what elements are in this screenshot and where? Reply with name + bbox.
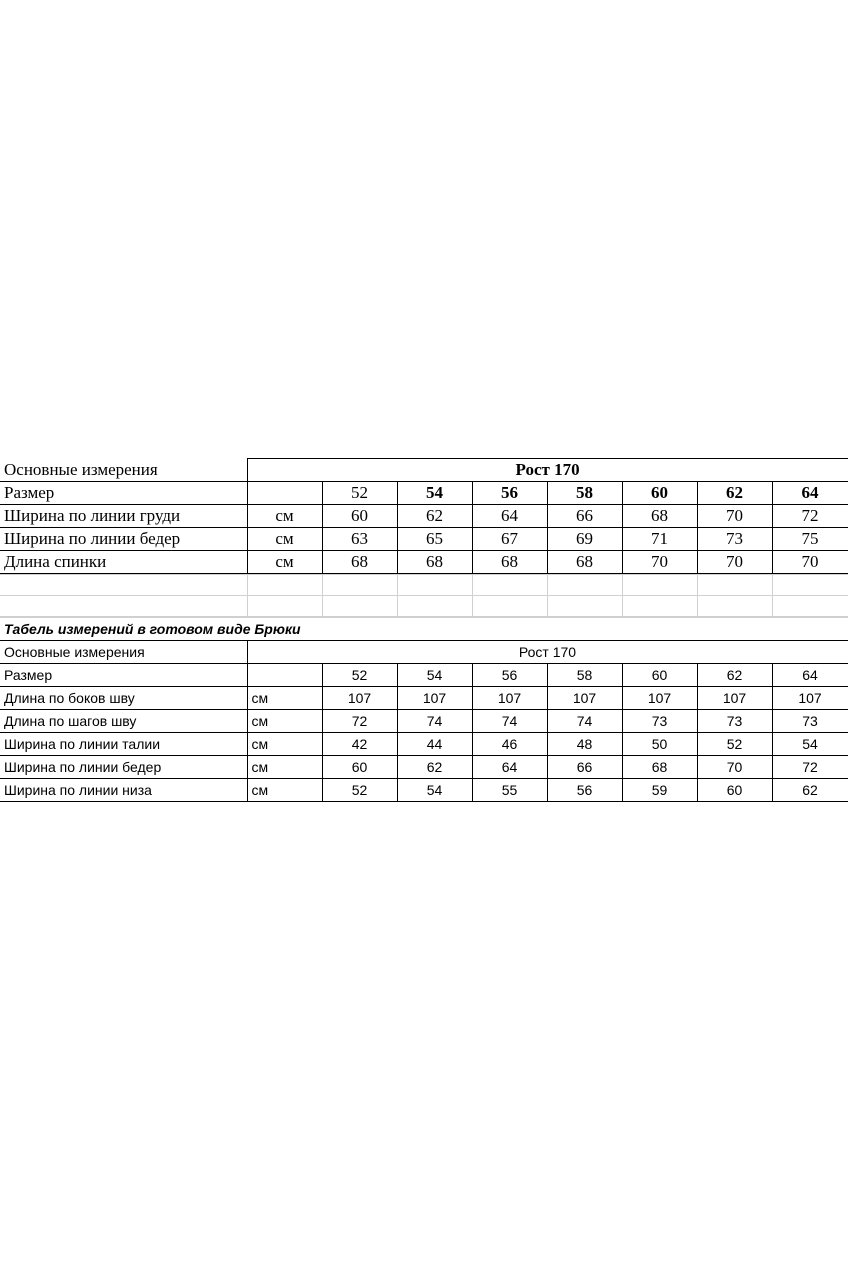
value-cell: 50 <box>622 733 697 756</box>
value-cell: 60 <box>322 505 397 528</box>
size-cell: 52 <box>322 482 397 505</box>
size-cell: 58 <box>547 482 622 505</box>
value-cell: 68 <box>547 551 622 574</box>
value-cell: 46 <box>472 733 547 756</box>
value-cell: 75 <box>772 528 848 551</box>
table-row <box>0 756 848 779</box>
unit-cell: см <box>247 505 322 528</box>
value-cell: 67 <box>472 528 547 551</box>
value-cell: 73 <box>772 710 848 733</box>
value-cell: 55 <box>472 779 547 802</box>
value-cell: 74 <box>547 710 622 733</box>
empty-row <box>0 596 848 617</box>
value-cell: 64 <box>472 505 547 528</box>
row-label-cell: Ширина по линии бедер <box>0 756 247 779</box>
spacer-rows <box>0 574 848 617</box>
row-label-cell: Ширина по линии низа <box>0 779 247 802</box>
table-row <box>0 482 848 505</box>
row-label-cell: Длина по шагов шву <box>0 710 247 733</box>
table-row <box>0 664 848 687</box>
value-cell: 73 <box>697 528 772 551</box>
value-cell: 48 <box>547 733 622 756</box>
size-cell: 62 <box>697 664 772 687</box>
value-cell: 73 <box>622 710 697 733</box>
size-cell: 64 <box>772 664 848 687</box>
unit-cell: см <box>247 756 322 779</box>
size-cell: 56 <box>472 482 547 505</box>
value-cell: 107 <box>472 687 547 710</box>
value-cell: 52 <box>322 779 397 802</box>
size-cell: 60 <box>622 664 697 687</box>
unit-cell: см <box>247 528 322 551</box>
table-row <box>0 459 848 482</box>
size-cell: 62 <box>697 482 772 505</box>
value-cell: 107 <box>697 687 772 710</box>
value-cell: 52 <box>697 733 772 756</box>
value-cell: 70 <box>697 505 772 528</box>
value-cell: 107 <box>622 687 697 710</box>
unit-cell: см <box>247 779 322 802</box>
empty-cell <box>247 664 322 687</box>
unit-cell: см <box>247 551 322 574</box>
table-row <box>0 687 848 710</box>
value-cell: 107 <box>772 687 848 710</box>
size-label-cell: Размер <box>0 482 247 505</box>
empty-cell <box>247 482 322 505</box>
size-cell: 52 <box>322 664 397 687</box>
value-cell: 68 <box>397 551 472 574</box>
size-label-cell: Размер <box>0 664 247 687</box>
value-cell: 56 <box>547 779 622 802</box>
value-cell: 60 <box>697 779 772 802</box>
value-cell: 107 <box>547 687 622 710</box>
table-row <box>0 551 848 574</box>
value-cell: 74 <box>472 710 547 733</box>
row-label-cell: Ширина по линии груди <box>0 505 247 528</box>
value-cell: 59 <box>622 779 697 802</box>
value-cell: 70 <box>697 551 772 574</box>
size-cell: 54 <box>397 664 472 687</box>
value-cell: 73 <box>697 710 772 733</box>
value-cell: 60 <box>322 756 397 779</box>
value-cell: 66 <box>547 756 622 779</box>
row-label-cell: Длина по боков шву <box>0 687 247 710</box>
unit-cell: см <box>247 733 322 756</box>
rost-cell: Рост 170 <box>247 641 848 664</box>
value-cell: 66 <box>547 505 622 528</box>
value-cell: 74 <box>397 710 472 733</box>
value-cell: 70 <box>772 551 848 574</box>
value-cell: 107 <box>322 687 397 710</box>
value-cell: 68 <box>622 756 697 779</box>
value-cell: 69 <box>547 528 622 551</box>
header-label-cell: Основные измерения <box>0 641 247 664</box>
table-title-row <box>0 618 848 641</box>
size-chart-sheet <box>0 458 848 802</box>
unit-cell: см <box>247 687 322 710</box>
row-label-cell: Длина спинки <box>0 551 247 574</box>
value-cell: 70 <box>622 551 697 574</box>
row-label-cell: Ширина по линии талии <box>0 733 247 756</box>
size-cell: 64 <box>772 482 848 505</box>
value-cell: 54 <box>397 779 472 802</box>
value-cell: 107 <box>397 687 472 710</box>
trousers-measurements-table <box>0 617 848 802</box>
row-label-cell: Ширина по линии бедер <box>0 528 247 551</box>
value-cell: 72 <box>772 756 848 779</box>
value-cell: 68 <box>322 551 397 574</box>
value-cell: 62 <box>397 505 472 528</box>
table-row <box>0 710 848 733</box>
size-cell: 56 <box>472 664 547 687</box>
value-cell: 64 <box>472 756 547 779</box>
value-cell: 63 <box>322 528 397 551</box>
value-cell: 72 <box>772 505 848 528</box>
table-row <box>0 641 848 664</box>
table-title: Табель измерений в готовом виде Брюки <box>0 618 848 641</box>
value-cell: 44 <box>397 733 472 756</box>
value-cell: 62 <box>397 756 472 779</box>
value-cell: 68 <box>472 551 547 574</box>
value-cell: 42 <box>322 733 397 756</box>
value-cell: 71 <box>622 528 697 551</box>
empty-row <box>0 575 848 596</box>
value-cell: 62 <box>772 779 848 802</box>
table-row <box>0 733 848 756</box>
unit-cell: см <box>247 710 322 733</box>
header-label-cell: Основные измерения <box>0 459 247 482</box>
size-cell: 60 <box>622 482 697 505</box>
top-measurements-table <box>0 458 848 574</box>
value-cell: 54 <box>772 733 848 756</box>
value-cell: 65 <box>397 528 472 551</box>
table-row <box>0 505 848 528</box>
table-row <box>0 528 848 551</box>
value-cell: 72 <box>322 710 397 733</box>
size-cell: 54 <box>397 482 472 505</box>
value-cell: 68 <box>622 505 697 528</box>
value-cell: 70 <box>697 756 772 779</box>
rost-cell: Рост 170 <box>247 459 848 482</box>
size-cell: 58 <box>547 664 622 687</box>
table-row <box>0 779 848 802</box>
